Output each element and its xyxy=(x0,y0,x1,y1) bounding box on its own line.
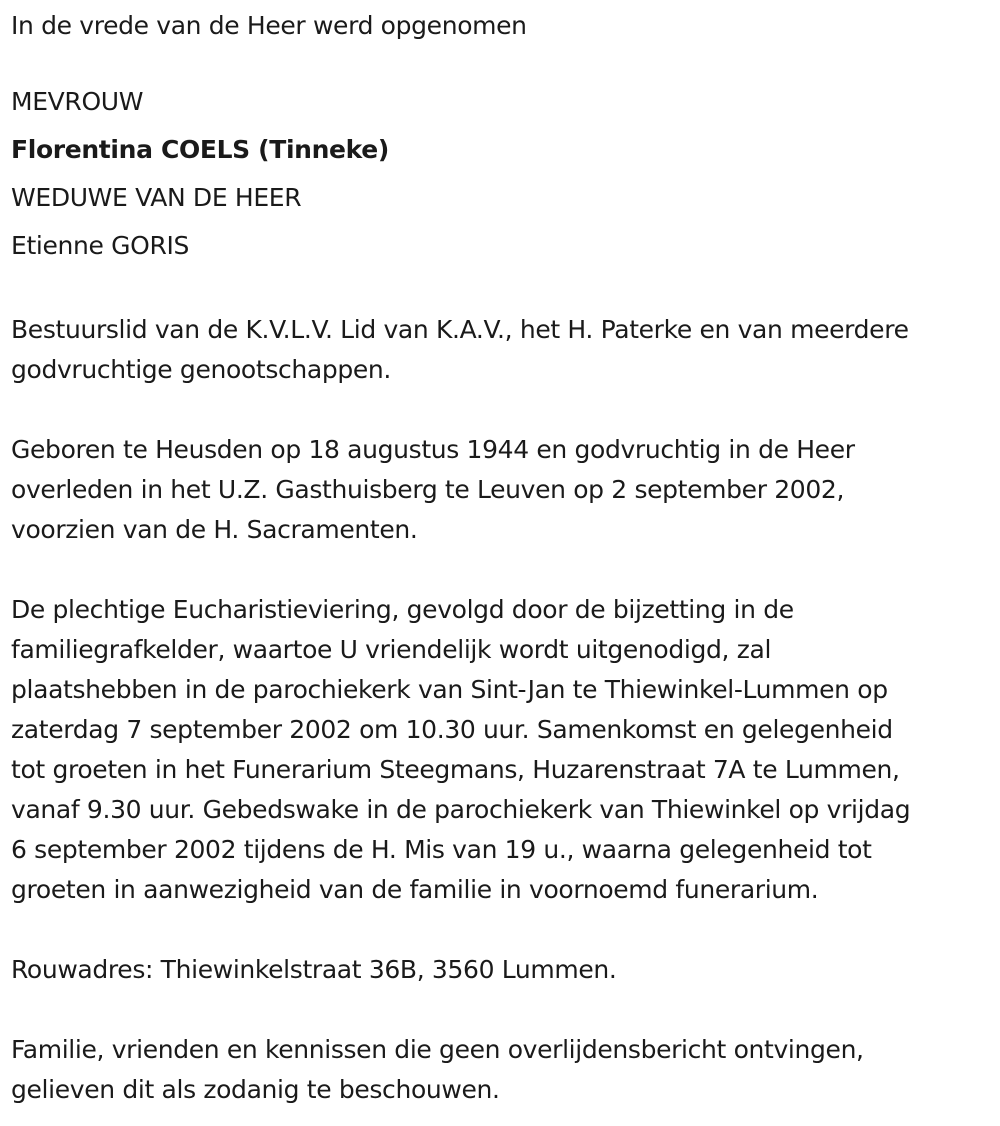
paragraph-gap xyxy=(11,910,996,950)
paragraph-gap xyxy=(11,550,996,590)
spouse-name: Etienne GORIS xyxy=(11,231,190,260)
relation-line: WEDUWE VAN DE HEER xyxy=(11,183,302,212)
paragraph-gap xyxy=(11,390,996,430)
deceased-name: Florentina COELS (Tinneke) xyxy=(11,135,389,164)
ceremony-line: vanaf 9.30 uur. Gebedswake in de parochiekerk van Thiewinkel op vrijdag xyxy=(11,795,911,824)
membership-paragraph xyxy=(11,310,996,390)
paragraph-gap xyxy=(11,990,996,1030)
closing-paragraph xyxy=(11,1030,996,1110)
mourning-address: Rouwadres: Thiewinkelstraat 36B, 3560 Lummen. xyxy=(11,955,617,984)
closing-line: Familie, vrienden en kennissen die geen overlijdensbericht ontvingen, xyxy=(11,1035,864,1064)
ceremony-line: plaatshebben in de parochiekerk van Sint-Jan te Thiewinkel-Lummen op xyxy=(11,675,888,704)
membership-line: godvruchtige genootschappen. xyxy=(11,355,392,384)
ceremony-line: tot groeten in het Funerarium Steegmans, Huzarenstraat 7A te Lummen, xyxy=(11,755,900,784)
title-line: MEVROUW xyxy=(11,87,144,116)
birth-death-line: voorzien van de H. Sacramenten. xyxy=(11,515,418,544)
ceremony-line: groeten in aanwezigheid van de familie in voornoemd funerarium. xyxy=(11,875,819,904)
deceased-heading xyxy=(11,78,996,270)
birth-death-line: overleden in het U.Z. Gasthuisberg te Leuven op 2 september 2002, xyxy=(11,475,845,504)
ceremony-line: 6 september 2002 tijdens de H. Mis van 19 u., waarna gelegenheid tot xyxy=(11,835,872,864)
closing-line: gelieven dit als zodanig te beschouwen. xyxy=(11,1075,500,1104)
ceremony-line: familiegrafkelder, waartoe U vriendelijk wordt uitgenodigd, zal xyxy=(11,635,772,664)
death-notice xyxy=(11,6,996,1110)
ceremony-line: zaterdag 7 september 2002 om 10.30 uur. Samenkomst en gelegenheid xyxy=(11,715,893,744)
birth-death-line: Geboren te Heusden op 18 augustus 1944 en godvruchtig in de Heer xyxy=(11,435,855,464)
birth-death-paragraph xyxy=(11,430,996,550)
intro-line: In de vrede van de Heer werd opgenomen xyxy=(11,11,527,40)
membership-line: Bestuurslid van de K.V.L.V. Lid van K.A.V., het H. Paterke en van meerdere xyxy=(11,315,909,344)
ceremony-line: De plechtige Eucharistieviering, gevolgd door de bijzetting in de xyxy=(11,595,794,624)
ceremony-paragraph xyxy=(11,590,996,910)
